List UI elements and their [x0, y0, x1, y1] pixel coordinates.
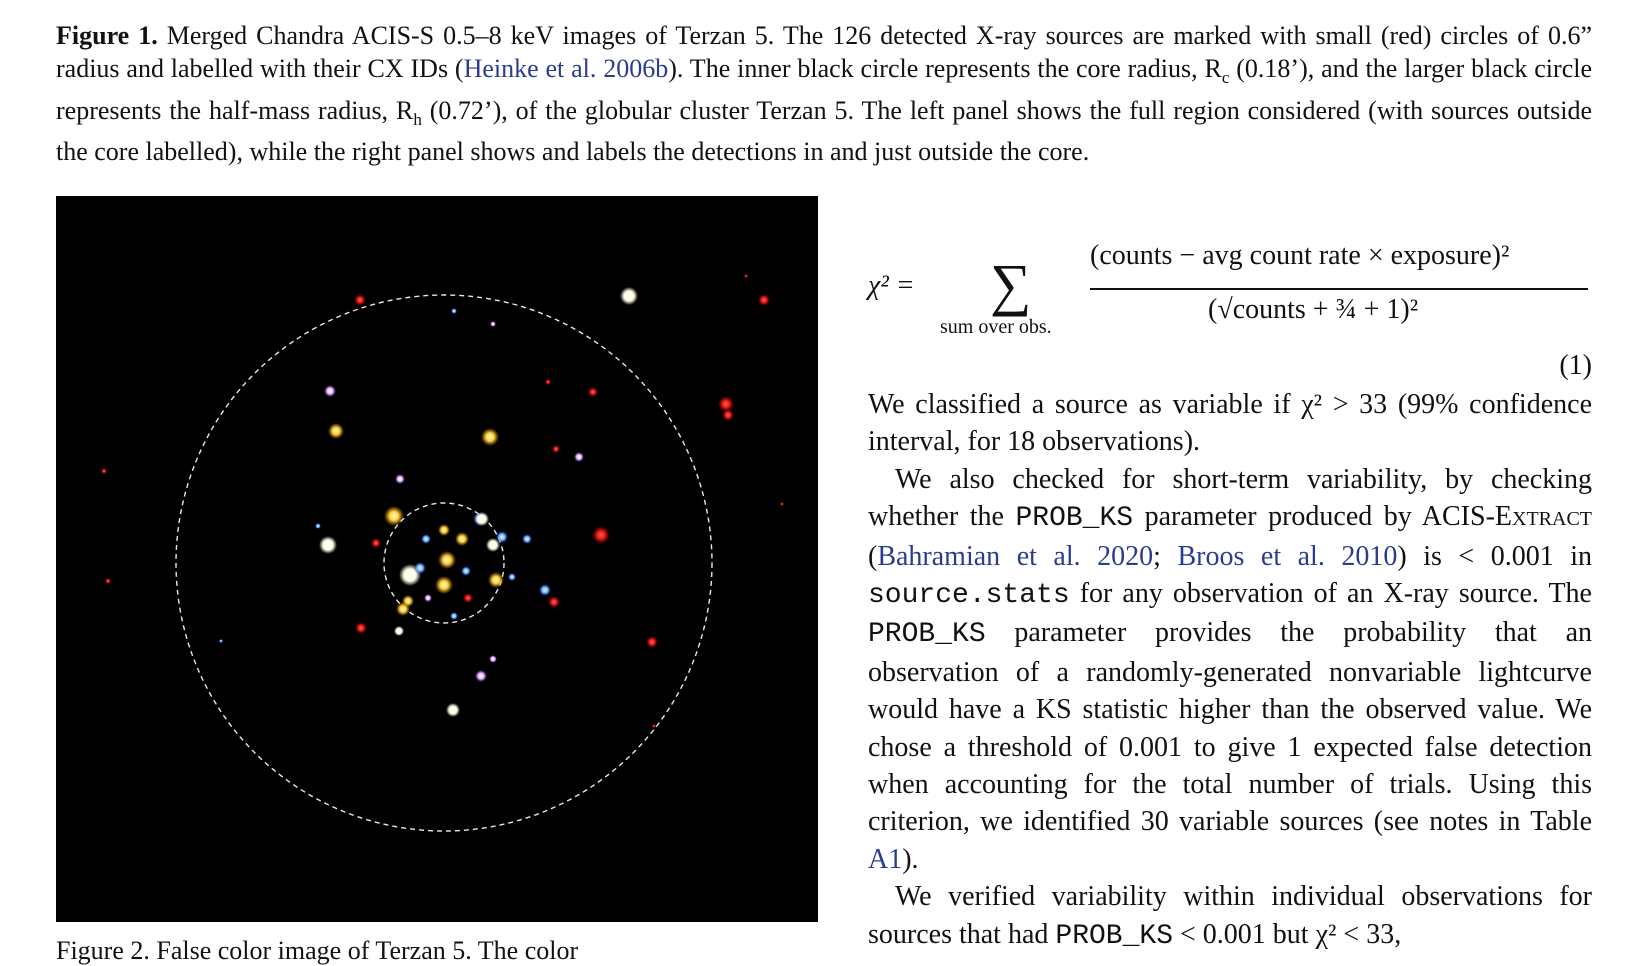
xray-source [328, 423, 344, 439]
sum-symbol: ∑ [990, 252, 1032, 317]
xray-source [435, 576, 453, 594]
xray-image [56, 196, 818, 922]
caption-text: Merged Chandra ACIS-S 0.5–8 keV images of Terzan 5. The 126 detected X-ray sources are marked with small (red) circles of 0.6” radius and labelled with their CX IDs ( [56, 21, 1592, 83]
xray-source [396, 602, 410, 616]
citation-link-bahramian[interactable]: Bahramian et al. 2020 [877, 540, 1154, 572]
caption-text: ). The inner black circle represents the core radius, R [668, 53, 1222, 83]
extract-word: Extract [1494, 501, 1593, 533]
xray-source [588, 387, 598, 397]
next-figure-caption-fragment: Figure 2. False color image of Terzan 5. The color [56, 936, 579, 965]
xray-source [646, 636, 658, 648]
xray-source [481, 428, 499, 446]
citation-link-broos[interactable]: Broos et al. 2010 [1177, 540, 1398, 572]
xray-source [450, 612, 458, 620]
xray-source [446, 703, 460, 717]
xray-source [488, 572, 504, 588]
subscript: h [413, 109, 422, 129]
xray-source [394, 626, 404, 636]
xray-source [652, 724, 656, 728]
citation-link-heinke[interactable]: Heinke et al. 2006b [463, 53, 669, 83]
code-prob-ks: PROB_KS [868, 619, 986, 651]
caption-label: Figure 1. [56, 21, 158, 50]
paragraph-2 [868, 461, 1592, 878]
xray-source [384, 506, 404, 526]
figure-caption [56, 20, 1592, 169]
text: parameter produced by ACIS- [1133, 501, 1495, 533]
xray-source [371, 538, 381, 548]
image-background [56, 196, 818, 922]
xray-source [354, 294, 366, 306]
xray-source [438, 524, 450, 536]
paragraph-1: We classified a source as variable if χ² > 33 (99% confidence interval, for 18 observations). [868, 389, 1592, 458]
body-column [868, 240, 1592, 955]
code-source-stats: source.stats [868, 580, 1070, 612]
xray-source [780, 502, 784, 506]
text: ( [868, 540, 878, 572]
fraction-bar [1090, 288, 1588, 290]
paragraph-3 [868, 878, 1592, 955]
code-prob-ks: PROB_KS [1015, 503, 1134, 535]
xray-source [758, 294, 770, 306]
xray-source [489, 655, 497, 663]
xray-source [574, 452, 584, 462]
equation-numerator: (counts − avg count rate × exposure)² [1090, 240, 1510, 271]
text: We verified variability within individual observations for sources that had [868, 881, 1592, 950]
sum-label: sum over obs. [940, 316, 1052, 338]
xray-source [455, 532, 469, 546]
xray-source [101, 468, 107, 474]
xray-source [395, 474, 405, 484]
xray-source [722, 409, 734, 421]
xray-source [451, 308, 457, 314]
table-link-a1[interactable]: A1 [868, 843, 903, 875]
xray-source [421, 534, 431, 544]
text: ; [1153, 540, 1178, 572]
equation-lhs: χ² = [868, 270, 915, 301]
code-prob-ks: PROB_KS [1055, 920, 1174, 952]
xray-source [508, 573, 516, 581]
xray-source [463, 593, 473, 603]
xray-source [475, 512, 489, 526]
xray-source [620, 287, 638, 305]
text: for any observation of an X-ray source. The [1069, 578, 1592, 610]
xray-source [545, 379, 551, 385]
text: ) is < 0.001 in [1397, 540, 1592, 572]
xray-source [592, 526, 610, 544]
xray-source [490, 321, 496, 327]
xray-source [486, 538, 500, 552]
text: parameter provides the probability that an observation of a randomly-generated nonvariable lightcurve would have a KS statistic higher than the observed value. We chose a threshold of 0.001 to give 1 expected false detection when accounting for the total number of trials. Using this criterion, we identified 30 variable sources (see notes in Table [868, 617, 1592, 838]
xray-source [319, 536, 337, 554]
text: We also checked for short-term variability, by checking whether the [868, 463, 1592, 533]
xray-source [414, 562, 426, 574]
xray-source [548, 596, 560, 608]
subscript: c [1221, 67, 1230, 87]
equation-denominator: (√counts + ¾ + 1)² [1208, 294, 1419, 325]
caption-text: (0.18’), and the larger black circle represents the half-mass radius, R [56, 53, 1592, 125]
xray-source [105, 578, 111, 584]
xray-source [438, 551, 456, 569]
text: ). [902, 843, 919, 875]
equation-1 [868, 240, 1592, 381]
xray-source [461, 566, 471, 576]
xray-source [324, 385, 336, 397]
xray-source [315, 523, 321, 529]
xray-source [522, 534, 532, 544]
xray-source [355, 622, 367, 634]
xray-source [219, 639, 223, 643]
xray-source [552, 445, 560, 453]
xray-source [539, 584, 551, 596]
caption-text: (0.72’), of the globular cluster Terzan 5. The left panel shows the full region considered (with sources outside the core labelled), while the right panel shows and labels the detections in and just outside the core. [56, 95, 1592, 167]
equation-number: (1) [1559, 350, 1592, 381]
xray-image-svg [56, 196, 818, 922]
xray-source [475, 670, 487, 682]
xray-source [744, 274, 748, 278]
xray-source [424, 594, 432, 602]
text: < 0.001 but χ² < 33, [1173, 918, 1402, 950]
